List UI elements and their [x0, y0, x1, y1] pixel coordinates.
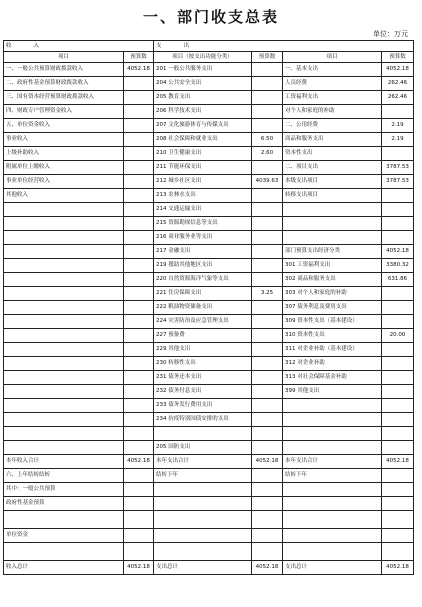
table-row [4, 343, 414, 357]
function-item: 234 抗疫特别国债安排的支出 [154, 413, 252, 427]
economic-item: 转移支出项目 [283, 189, 382, 203]
income-amount [124, 119, 154, 133]
table-row [4, 175, 414, 189]
expense-total-label: 本年支出合计 [154, 455, 252, 469]
economic-amount: 2.19 [382, 119, 414, 133]
table-row [4, 189, 414, 203]
carryover-out-label: 结转下年 [283, 469, 382, 483]
function-item: 230 转移性支出 [154, 357, 252, 371]
economic-item: 313 对社会保障基金补助 [283, 371, 382, 385]
table-row [4, 315, 414, 329]
table-row [4, 63, 414, 77]
income-item [4, 301, 124, 315]
economic-amount [382, 203, 414, 217]
function-amount [252, 245, 283, 259]
income-item [4, 203, 124, 217]
economic-item: 311 对企业补助（基本建设） [283, 343, 382, 357]
income-amount [124, 91, 154, 105]
income-item: 三、国有资本经营预算财政拨款收入 [4, 91, 124, 105]
income-item: 事业收入 [4, 133, 124, 147]
unit-label: 单位：万元 [373, 30, 408, 38]
expense-grand-total-value: 4052.18 [252, 561, 283, 575]
expense-grand-total-label: 支出总计 [283, 561, 382, 575]
economic-amount [382, 427, 414, 441]
income-item: 五、单位资金收入 [4, 119, 124, 133]
expense-total-label: 本年支出合计 [283, 455, 382, 469]
function-item [154, 427, 252, 441]
function-amount [252, 385, 283, 399]
economic-amount: 20.00 [382, 329, 414, 343]
income-grand-total-value: 4052.18 [124, 561, 154, 575]
economic-item: 307 债务利息及费用支出 [283, 301, 382, 315]
expense-total-value: 4052.18 [252, 455, 283, 469]
income-amount [124, 399, 154, 413]
carryover-in-label: 六、上年结转结转 [4, 469, 124, 483]
function-item: 213 农林水支出 [154, 189, 252, 203]
income-item [4, 231, 124, 245]
income-amount [124, 427, 154, 441]
function-item: 205 国防支出 [154, 441, 252, 455]
function-amount [252, 259, 283, 273]
income-section-header: 收 入 [4, 41, 154, 52]
table-row [4, 413, 414, 427]
table-row [4, 133, 414, 147]
economic-item: 对个人和家庭的补助 [283, 105, 382, 119]
function-amount [252, 371, 283, 385]
income-amount [124, 385, 154, 399]
col-header-amount: 预算数 [382, 52, 414, 63]
income-amount [124, 273, 154, 287]
economic-amount: 4052.18 [382, 63, 414, 77]
function-item: 231 债务还本支出 [154, 371, 252, 385]
function-amount [252, 301, 283, 315]
function-amount [252, 161, 283, 175]
table-row [4, 119, 414, 133]
income-amount [124, 231, 154, 245]
col-header-function-item: 项目（按支出功能分类） [154, 52, 252, 63]
economic-item: 工资福利支出 [283, 91, 382, 105]
carryover-sub-row [4, 529, 414, 543]
function-amount [252, 91, 283, 105]
income-item [4, 287, 124, 301]
economic-item: 二、项目支出 [283, 161, 382, 175]
expense-section-header: 支 出 [154, 41, 414, 52]
table-row [4, 245, 414, 259]
function-item: 222 粮油物资储备支出 [154, 301, 252, 315]
economic-item: 309 资本性支出（基本建设） [283, 315, 382, 329]
function-item: 214 交通运输支出 [154, 203, 252, 217]
page-title: 一、部门收支总表 [142, 8, 279, 26]
income-item: 附属单位上缴收入 [4, 161, 124, 175]
economic-amount [382, 399, 414, 413]
economic-amount: 4052.18 [382, 245, 414, 259]
function-item: 224 灾害防治及应急管理支出 [154, 315, 252, 329]
economic-item: 399 其他支出 [283, 385, 382, 399]
function-amount [252, 329, 283, 343]
income-item [4, 343, 124, 357]
income-item [4, 371, 124, 385]
table-row [4, 357, 414, 371]
function-item: 227 预备费 [154, 329, 252, 343]
function-item: 216 商业服务业等支出 [154, 231, 252, 245]
grand-total-row [4, 561, 414, 575]
economic-item [283, 231, 382, 245]
table-row [4, 147, 414, 161]
function-item: 217 金融支出 [154, 245, 252, 259]
income-amount [124, 175, 154, 189]
economic-amount: 3787.53 [382, 175, 414, 189]
economic-amount [382, 441, 414, 455]
income-amount [124, 105, 154, 119]
income-item: 二、政府性基金预算财政拨款收入 [4, 77, 124, 91]
income-item [4, 427, 124, 441]
income-item: 一、一般公共预算财政拨款收入 [4, 63, 124, 77]
income-item [4, 441, 124, 455]
function-item: 229 其他支出 [154, 343, 252, 357]
function-item: 215 资源勘探信息等支出 [154, 217, 252, 231]
column-header-row [4, 52, 414, 63]
function-amount [252, 119, 283, 133]
table-row [4, 203, 414, 217]
income-amount [124, 133, 154, 147]
table-row [4, 329, 414, 343]
summary-table [3, 40, 414, 575]
function-item: 211 节能环保支出 [154, 161, 252, 175]
function-amount [252, 413, 283, 427]
function-amount [252, 427, 283, 441]
function-item: 232 债务付息支出 [154, 385, 252, 399]
function-amount [252, 357, 283, 371]
economic-amount [382, 105, 414, 119]
economic-amount: 2.19 [382, 133, 414, 147]
income-amount [124, 315, 154, 329]
carryover-sub-fund: 政府性基金预算 [4, 497, 124, 511]
economic-item: 本级支出项目 [283, 175, 382, 189]
table-row [4, 273, 414, 287]
income-amount [124, 329, 154, 343]
function-amount [252, 343, 283, 357]
economic-amount [382, 217, 414, 231]
function-item: 201 一般公共服务支出 [154, 63, 252, 77]
income-total-label: 本年收入合计 [4, 455, 124, 469]
economic-amount: 3787.53 [382, 161, 414, 175]
economic-item: 302 商品和服务支出 [283, 273, 382, 287]
income-grand-total-label: 收入总计 [4, 561, 124, 575]
income-amount [124, 245, 154, 259]
economic-amount [382, 231, 414, 245]
economic-amount: 262.46 [382, 77, 414, 91]
function-amount: 2.60 [252, 147, 283, 161]
economic-item: 312 对企业补助 [283, 357, 382, 371]
income-item [4, 357, 124, 371]
income-amount [124, 203, 154, 217]
function-amount [252, 203, 283, 217]
income-item [4, 217, 124, 231]
economic-amount [382, 357, 414, 371]
function-item: 212 城乡社区支出 [154, 175, 252, 189]
income-amount [124, 217, 154, 231]
economic-amount [382, 189, 414, 203]
economic-amount [382, 147, 414, 161]
income-item [4, 273, 124, 287]
function-item: 219 援助其他地区支出 [154, 259, 252, 273]
function-amount [252, 105, 283, 119]
table-row [4, 427, 414, 441]
blank-row [4, 543, 414, 561]
economic-item [283, 399, 382, 413]
function-amount: 4039.63 [252, 175, 283, 189]
annual-total-row [4, 455, 414, 469]
function-item: 210 卫生健康支出 [154, 147, 252, 161]
income-item [4, 259, 124, 273]
table-row [4, 287, 414, 301]
economic-amount [382, 385, 414, 399]
economic-item: 310 资本性支出 [283, 329, 382, 343]
economic-amount [382, 301, 414, 315]
economic-amount [382, 343, 414, 357]
table-row [4, 259, 414, 273]
income-amount [124, 413, 154, 427]
function-amount: 3.25 [252, 287, 283, 301]
function-amount [252, 399, 283, 413]
table-row [4, 441, 414, 455]
expense-grand-total-value: 4052.18 [382, 561, 414, 575]
economic-item [283, 441, 382, 455]
function-item: 220 自然资源海洋气象等支出 [154, 273, 252, 287]
income-amount [124, 259, 154, 273]
income-item [4, 245, 124, 259]
income-amount [124, 441, 154, 455]
economic-item: 资本性支出 [283, 147, 382, 161]
carryover-sub-row [4, 483, 414, 497]
carryover-row [4, 469, 414, 483]
table-row [4, 105, 414, 119]
function-amount [252, 273, 283, 287]
table-row [4, 231, 414, 245]
function-amount [252, 315, 283, 329]
economic-item [283, 217, 382, 231]
income-item [4, 315, 124, 329]
carryover-sub-unit-funds: 单位资金 [4, 529, 124, 543]
table-row [4, 77, 414, 91]
col-header-item: 项目 [283, 52, 382, 63]
function-amount [252, 77, 283, 91]
function-amount: 6.50 [252, 133, 283, 147]
expense-total-value: 4052.18 [382, 455, 414, 469]
function-item: 205 教育支出 [154, 91, 252, 105]
economic-item: 二、公用经费 [283, 119, 382, 133]
economic-item [283, 427, 382, 441]
economic-amount: 262.46 [382, 91, 414, 105]
income-item: 事业单位经营收入 [4, 175, 124, 189]
expense-grand-total-label: 支出总计 [154, 561, 252, 575]
col-header-item: 项目 [4, 52, 124, 63]
income-item: 其他收入 [4, 189, 124, 203]
economic-item: 部门预算支出经济分类 [283, 245, 382, 259]
carryover-sub-general: 其中：一般公共预算 [4, 483, 124, 497]
table-row [4, 217, 414, 231]
function-amount [252, 189, 283, 203]
income-item [4, 385, 124, 399]
income-amount [124, 147, 154, 161]
function-item: 207 文化旅游体育与传媒支出 [154, 119, 252, 133]
economic-amount [382, 287, 414, 301]
economic-item: 人员经费 [283, 77, 382, 91]
income-amount [124, 371, 154, 385]
economic-amount [382, 413, 414, 427]
table-row [4, 161, 414, 175]
economic-item: 301 工资福利支出 [283, 259, 382, 273]
economic-amount: 3380.32 [382, 259, 414, 273]
income-total-value: 4052.18 [124, 455, 154, 469]
function-amount [252, 231, 283, 245]
income-amount [124, 77, 154, 91]
income-item [4, 413, 124, 427]
economic-item: 303 对个人和家庭的补助 [283, 287, 382, 301]
economic-item: 商品和服务支出 [283, 133, 382, 147]
blank-row [4, 511, 414, 529]
col-header-amount: 预算数 [252, 52, 283, 63]
function-item: 233 债务发行费用支出 [154, 399, 252, 413]
income-amount [124, 301, 154, 315]
income-amount [124, 357, 154, 371]
income-amount [124, 343, 154, 357]
income-amount [124, 161, 154, 175]
function-item: 204 公共安全支出 [154, 77, 252, 91]
table-row [4, 301, 414, 315]
income-item [4, 399, 124, 413]
economic-item [283, 413, 382, 427]
section-header-row [4, 41, 414, 52]
function-amount [252, 441, 283, 455]
income-amount [124, 287, 154, 301]
carryover-sub-row [4, 497, 414, 511]
function-amount [252, 63, 283, 77]
income-amount: 4052.18 [124, 63, 154, 77]
carryover-out-label: 结转下年 [154, 469, 252, 483]
economic-amount: 631.86 [382, 273, 414, 287]
table-row [4, 91, 414, 105]
income-item: 四、财政专户管理资金收入 [4, 105, 124, 119]
economic-amount [382, 315, 414, 329]
economic-amount [382, 371, 414, 385]
function-item: 206 科学技术支出 [154, 105, 252, 119]
table-row [4, 385, 414, 399]
income-amount [124, 189, 154, 203]
income-item: 上级补助收入 [4, 147, 124, 161]
economic-item [283, 203, 382, 217]
function-item: 208 社会保障和就业支出 [154, 133, 252, 147]
function-item: 221 住房保障支出 [154, 287, 252, 301]
economic-item: 一、基本支出 [283, 63, 382, 77]
income-item [4, 329, 124, 343]
function-amount [252, 217, 283, 231]
col-header-amount: 预算数 [124, 52, 154, 63]
table-row [4, 371, 414, 385]
table-row [4, 399, 414, 413]
